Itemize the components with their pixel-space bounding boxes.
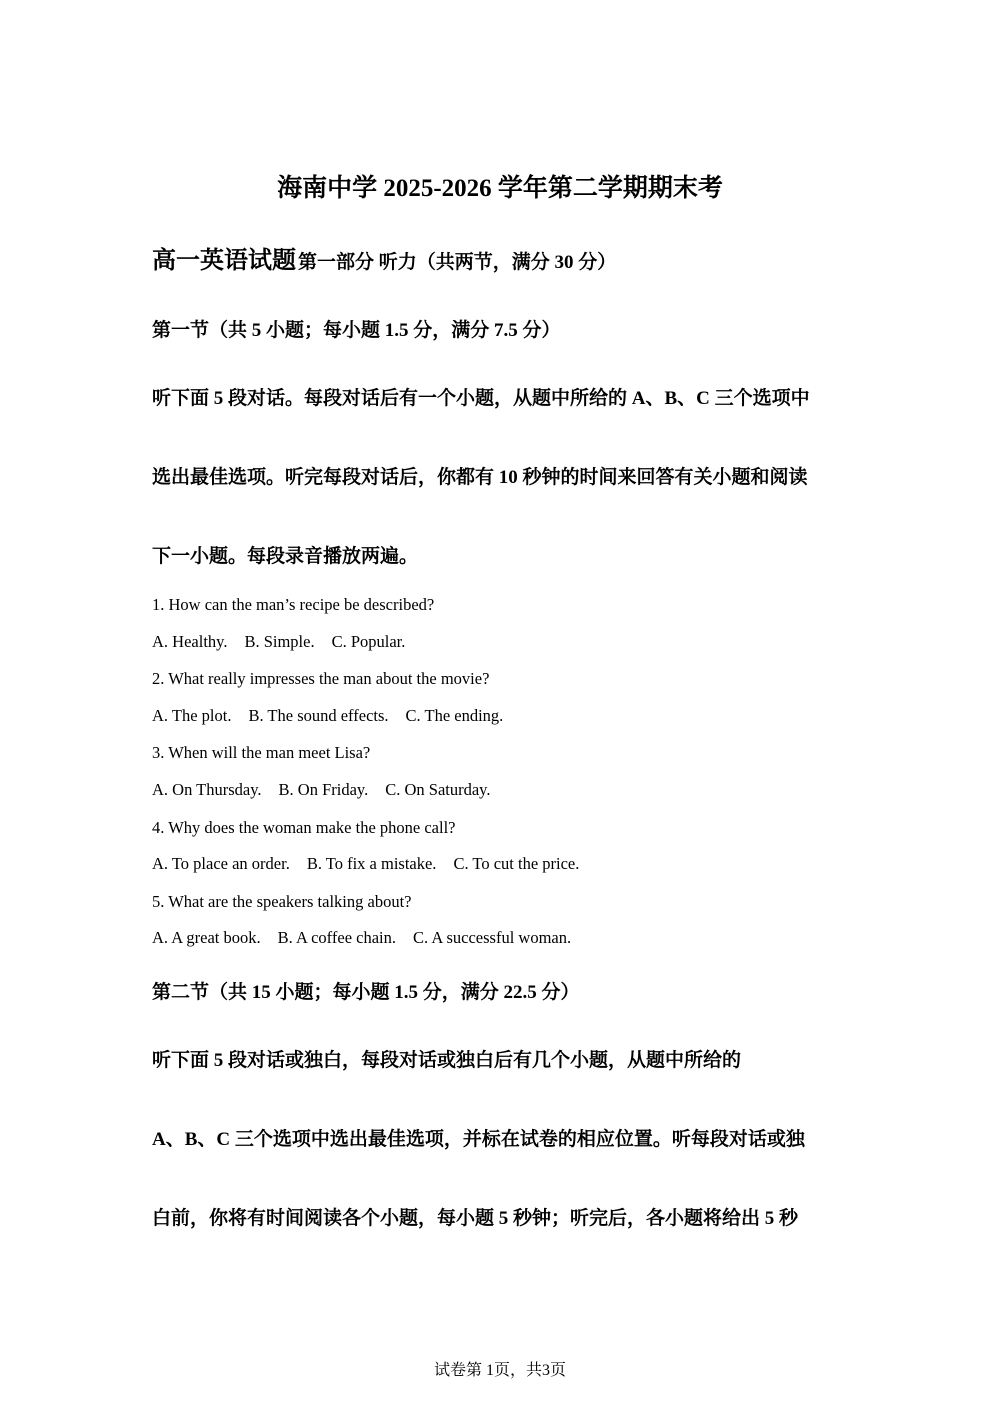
option-b: B. Simple. — [244, 632, 315, 651]
section2-directions-line: 听下面 5 段对话或独白，每段对话或独白后有几个小题，从题中所给的 — [152, 1050, 742, 1071]
option-a: A. The plot. — [152, 706, 232, 725]
part-heading: 第一部分 听力（共两节，满分 30 分） — [298, 252, 617, 273]
page-footer: 试卷第 1页，共3页 — [433, 1362, 566, 1379]
question-stem: 2. What really impresses the man about the movie? — [152, 669, 490, 688]
option-a: A. To place an order. — [152, 854, 290, 873]
exam-title: 海南中学 2025-2026 学年第二学期期末考 — [277, 175, 723, 202]
option-b: B. The sound effects. — [248, 706, 389, 725]
question-stem: 3. When will the man meet Lisa? — [152, 743, 371, 762]
question-stem: 5. What are the speakers talking about? — [152, 892, 412, 911]
option-c: C. Popular. — [331, 632, 406, 651]
option-a: A. On Thursday. — [152, 780, 262, 799]
section2-directions-line: A、B、C 三个选项中选出最佳选项，并标在试卷的相应位置。听每段对话或独 — [152, 1129, 805, 1150]
option-b: B. To fix a mistake. — [306, 854, 437, 873]
option-c: C. A successful woman. — [413, 928, 572, 947]
question-options — [152, 706, 503, 726]
question-options — [152, 632, 405, 652]
question-stem: 1. How can the man’s recipe be described? — [152, 595, 435, 614]
section1-heading: 第一节（共 5 小题；每小题 1.5 分，满分 7.5 分） — [152, 320, 561, 341]
option-c: C. The ending. — [405, 706, 504, 725]
option-b: B. On Friday. — [278, 780, 369, 799]
section2-directions-line: 白前，你将有时间阅读各个小题，每小题 5 秒钟；听完后，各小题将给出 5 秒 — [152, 1208, 799, 1229]
option-b: B. A coffee chain. — [277, 928, 396, 947]
exam-subject: 高一英语试题 — [152, 248, 296, 274]
section1-directions-line: 听下面 5 段对话。每段对话后有一个小题，从题中所给的 A、B、C 三个选项中 — [152, 388, 810, 409]
question-options — [152, 928, 571, 948]
option-c: C. To cut the price. — [453, 854, 580, 873]
question-options — [152, 780, 490, 800]
question-stem: 4. Why does the woman make the phone call? — [152, 818, 456, 837]
option-a: A. A great book. — [152, 928, 261, 947]
section1-directions-line: 选出最佳选项。听完每段对话后，你都有 10 秒钟的时间来回答有关小题和阅读 — [152, 467, 808, 488]
option-c: C. On Saturday. — [385, 780, 491, 799]
option-a: A. Healthy. — [152, 632, 228, 651]
question-options — [152, 854, 579, 874]
section2-heading: 第二节（共 15 小题；每小题 1.5 分，满分 22.5 分） — [152, 982, 580, 1003]
section1-directions-line: 下一小题。每段录音播放两遍。 — [152, 546, 419, 567]
exam-subject-line — [152, 240, 616, 275]
